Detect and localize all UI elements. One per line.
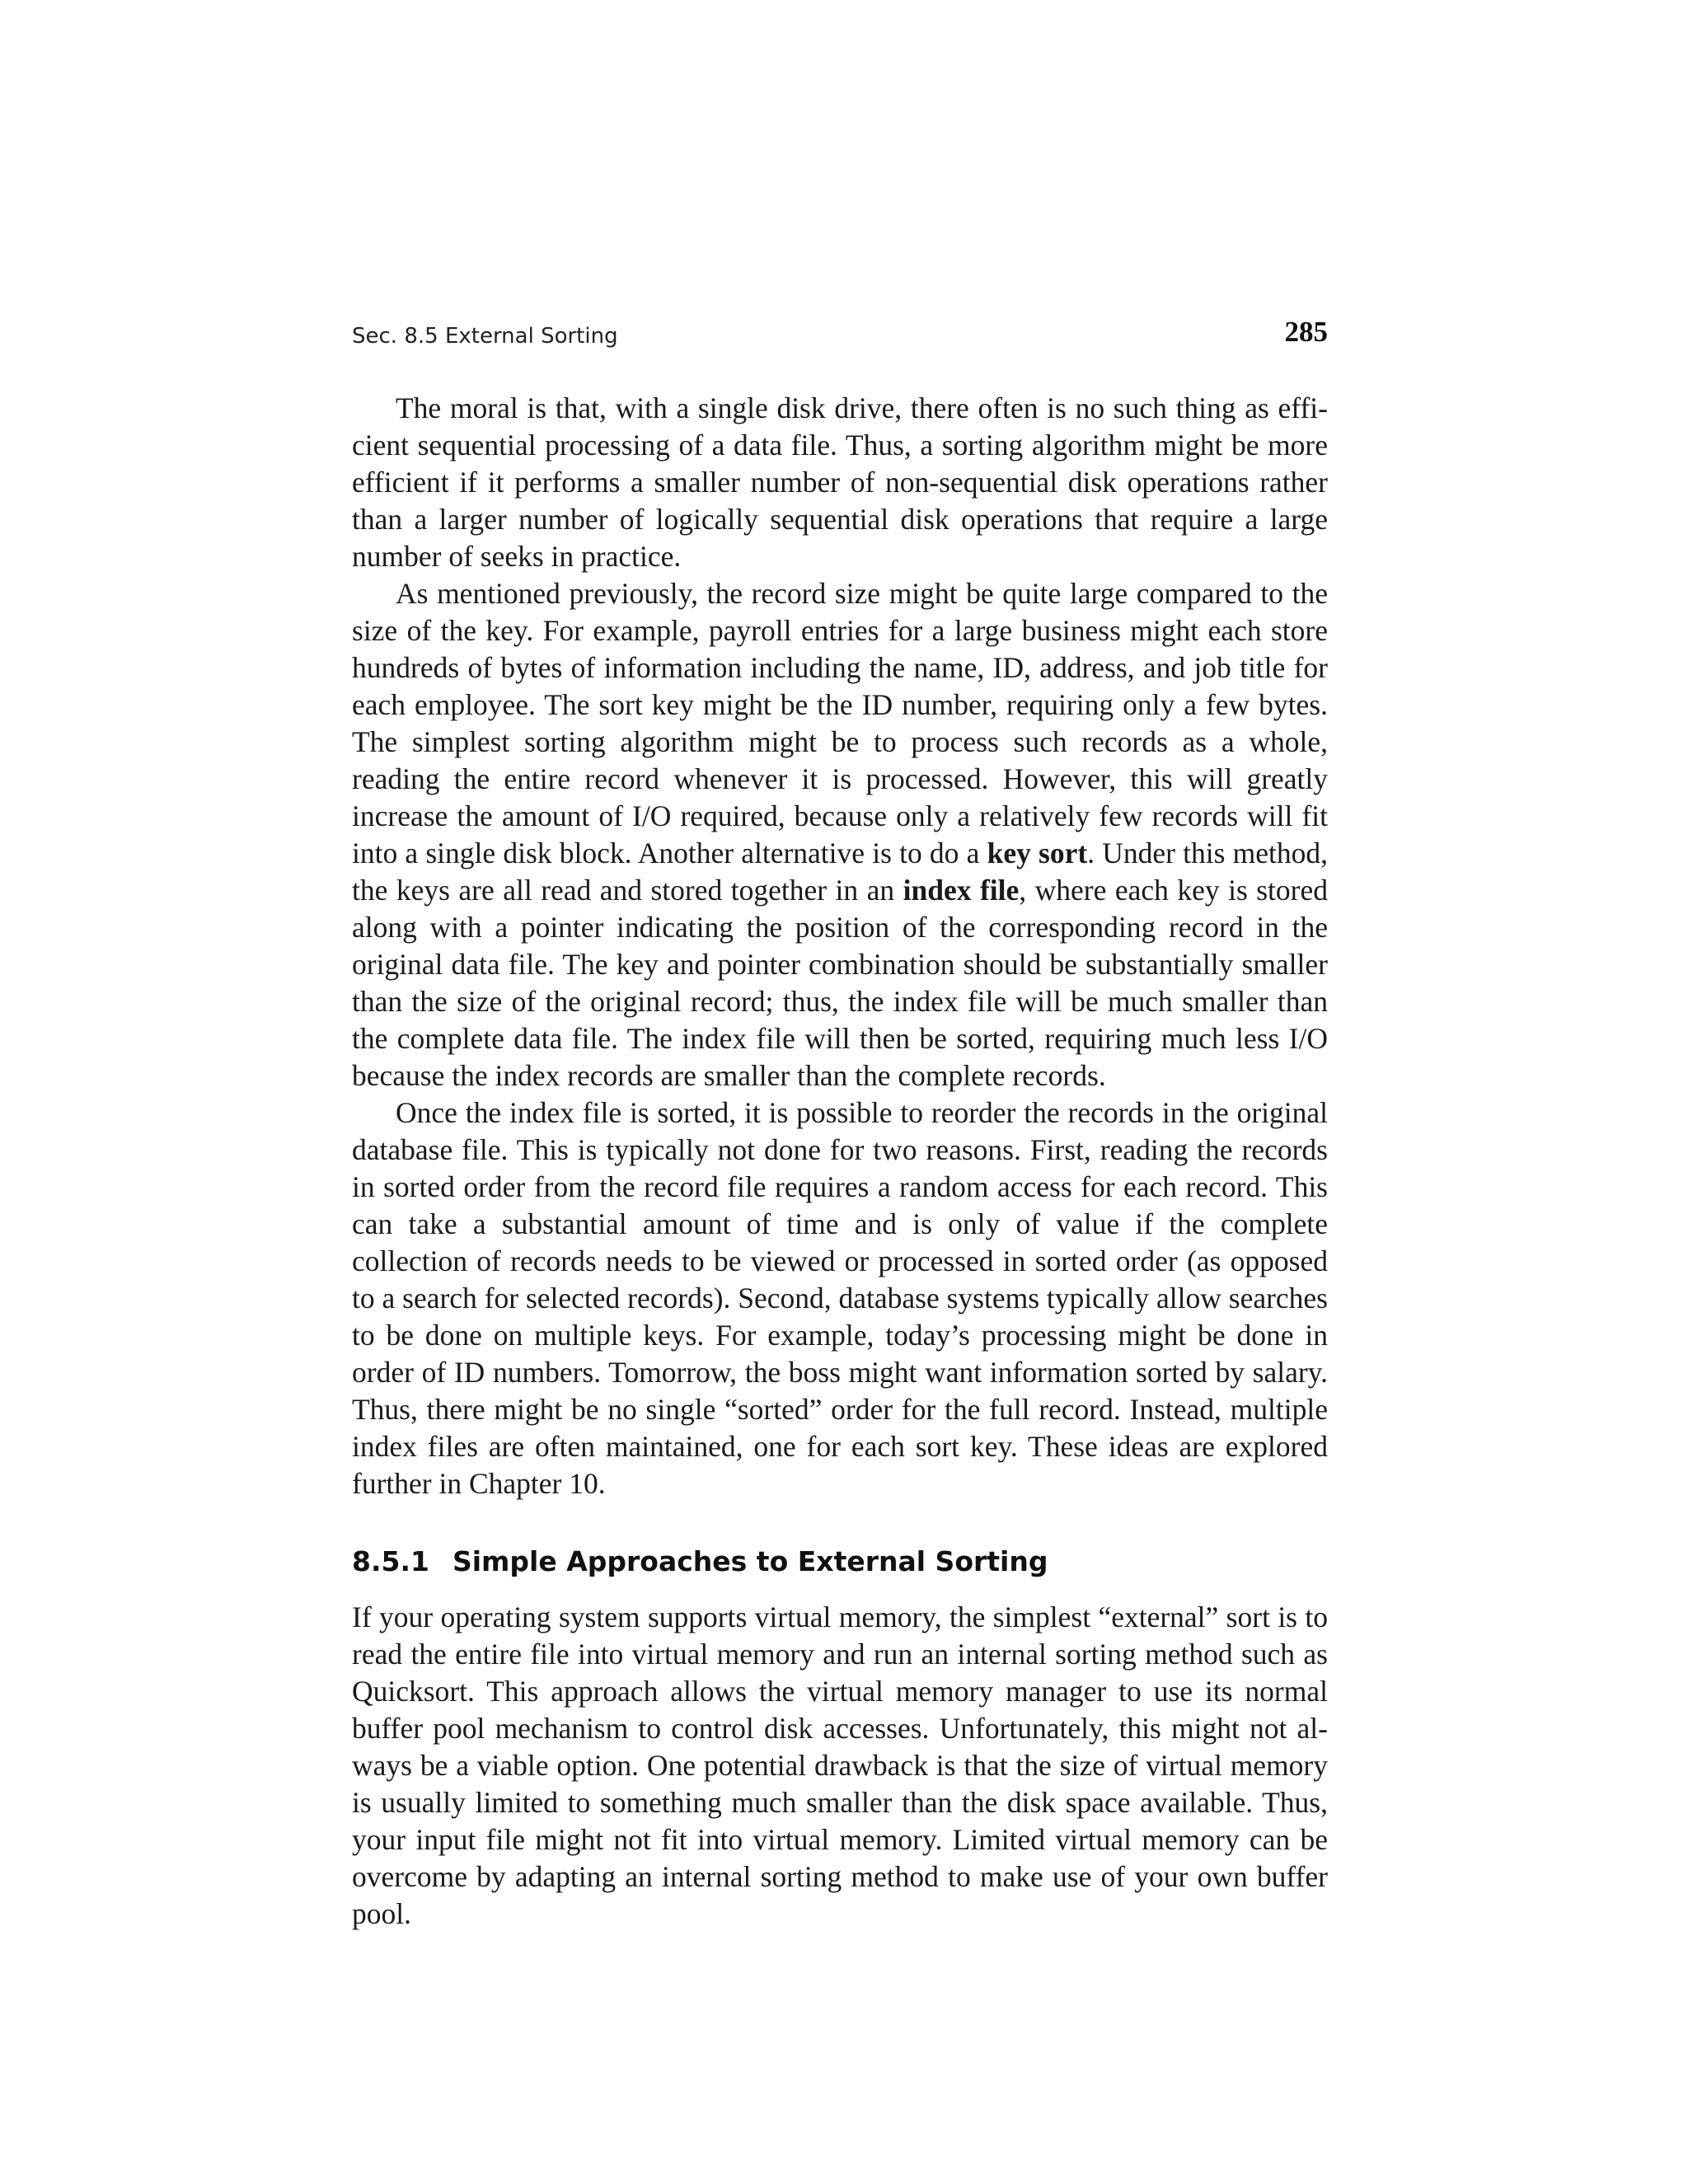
page-number: 285 [1284,316,1328,348]
running-head [352,316,1328,362]
term-index-file: index file [903,874,1020,907]
paragraph-key-sort-text-1: As mentioned previously, the record size might be quite large compared to the size of the key. For example, payroll entries for a large business might each store hundreds of bytes of information including the name, ID, address, and job title for each employee. The sort key might be the ID number, requiring only a few bytes. The simplest sorting algorithm might be to process such records as a whole, reading the entire record whenever it is processed. However, this will greatly increase the amount of I/O required, because only a relatively few records will fit into a single disk block. Another alternative is to do a [352,577,1328,869]
paragraph-moral: The moral is that, with a single disk drive, there often is no such thing as efficient sequential processing of a data file. Thus, a sorting algorithm might be more efficient if it performs a smaller number of non-sequential disk operations rather than a larger number of logically sequential disk operations that require a large number of seeks in practice. [352,391,1328,573]
paragraph-key-sort [352,575,1328,1094]
book-page [352,316,1328,1933]
paragraph-key-sort-text-3: , where each key is stored along with a pointer indicating the position of the corresponding record in the original data file. The key and pointer combination should be substantially smaller than the size of the original record; thus, the index file will be much smaller than the complete data file. The index file will then be sorted, requiring much less I/O because the index records are smaller than the complete records. [352,874,1329,1092]
subsection-heading [352,1545,1328,1577]
subsection-number: 8.5.1 [352,1545,429,1577]
term-key-sort: key sort [987,837,1088,869]
section-label: Sec. 8.5 External Sorting [352,324,618,349]
paragraph-virtual-memory: If your operating system supports virtual memory, the simplest “external” sort is to read the entire file into virtual memory and run an internal sorting method such as Quicksort. This approach allows the virtual memory manager to use its normal buffer pool mechanism to control disk accesses. Unfortunately, this might not always be a viable option. One potential drawback is that the size of virtual memory is usually limited to something much smaller than the disk space available. Thus, your input file might not fit into virtual memory. Limited virtual memory can be overcome by adapting an internal sorting method to make use of your own buffer pool. [352,1601,1328,1930]
paragraph-reorder: Once the index file is sorted, it is possible to reorder the records in the original database file. This is typically not done for two reasons. First, reading the records in sorted order from the record file requires a random access for each record. This can take a substantial amount of time and is only of value if the complete collection of records needs to be viewed or processed in sorted order (as opposed to a search for selected records). Second, database systems typically allow searches to be done on multiple keys. For example, today’s processing might be done in order of ID numbers. Tomorrow, the boss might want information sorted by salary. Thus, there might be no single “sorted” order for the full record. Instead, multiple index files are often maintained, one for each sort key. These ideas are explored further in Chapter 10. [352,1096,1328,1500]
body-text [352,390,1328,1933]
paragraph-key-sort-text-2: . Under this method, the keys are all read and stored together in an [352,837,1328,907]
subsection-title: Simple Approaches to External Sorting [452,1545,1048,1577]
